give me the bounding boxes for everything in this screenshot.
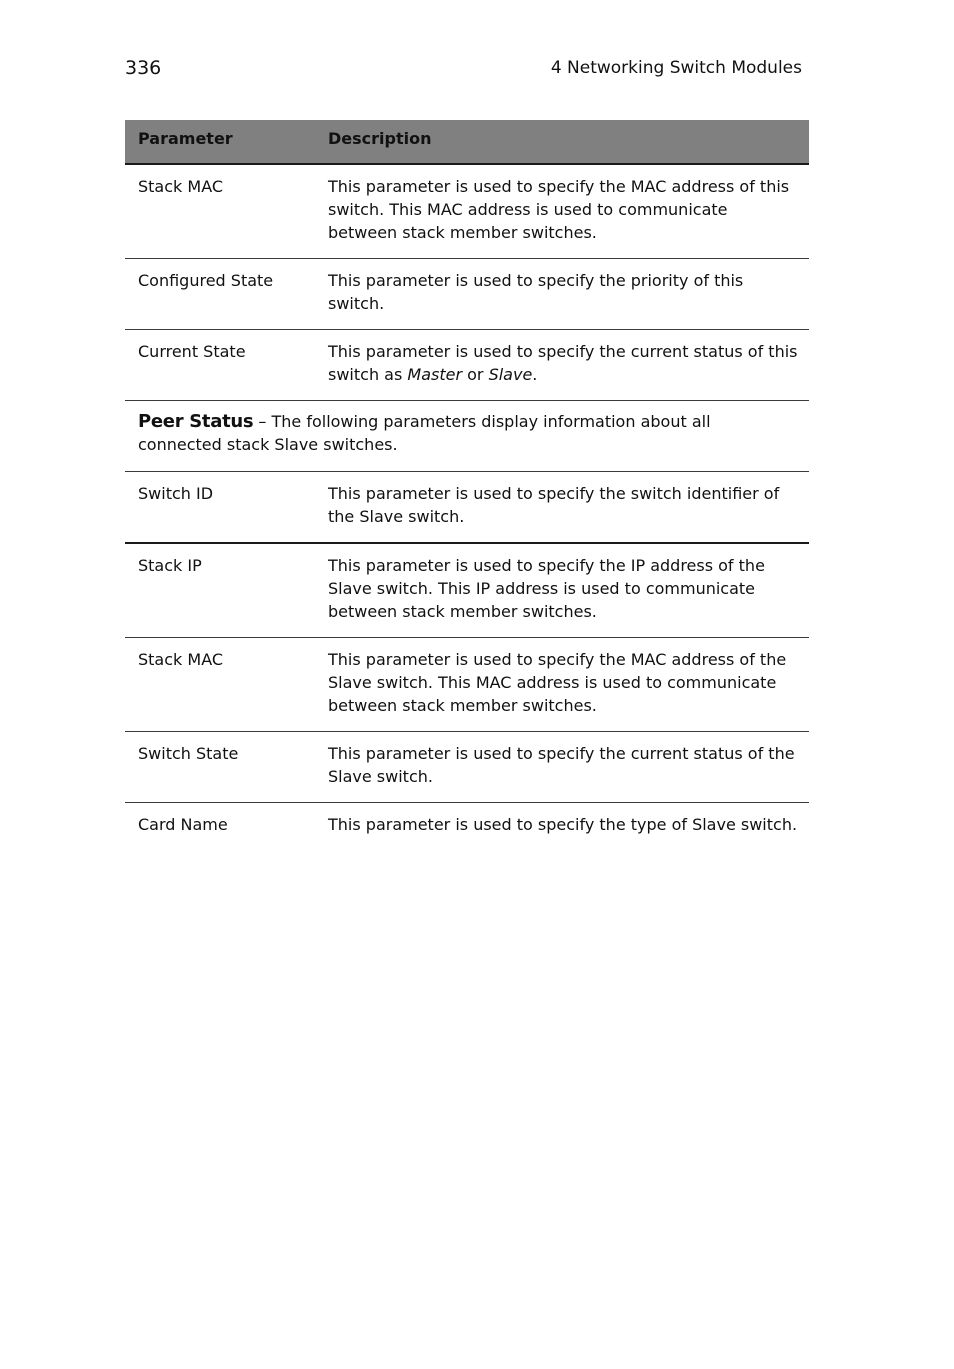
parameter-description: This parameter is used to specify the MAC address of the Slave switch. This MAC address is used to communicate between stack member switches. xyxy=(328,650,787,715)
parameter-name: Switch State xyxy=(138,744,239,763)
section-title: Peer Status xyxy=(138,411,254,432)
parameter-description: This parameter is used to specify the IP address of the Slave switch. This IP address is used to communicate between stack member switches. xyxy=(328,556,765,621)
parameter-name: Stack IP xyxy=(138,556,202,575)
parameter-table xyxy=(125,120,809,850)
section-heading-row xyxy=(125,401,809,472)
parameter-description: This parameter is used to specify the MAC address of this switch. This MAC address is used to communicate between stack member switches. xyxy=(328,177,790,242)
table-row xyxy=(125,165,809,259)
table-row xyxy=(125,732,809,803)
section-description: – The following parameters display information about all connected stack Slave switches. xyxy=(138,412,711,454)
parameter-description: This parameter is used to specify the switch identifier of the Slave switch. xyxy=(328,484,780,526)
parameter-name: Card Name xyxy=(138,815,228,834)
parameter-name: Current State xyxy=(138,342,246,361)
parameter-name: Switch ID xyxy=(138,484,214,503)
table-row xyxy=(125,259,809,330)
parameter-name: Stack MAC xyxy=(138,650,224,669)
table-row xyxy=(125,638,809,732)
table-header xyxy=(125,120,809,165)
parameter-name: Stack MAC xyxy=(138,177,224,196)
table-row xyxy=(125,544,809,638)
parameter-name: Configured State xyxy=(138,271,274,290)
parameter-description xyxy=(328,340,798,386)
table-row xyxy=(125,803,809,850)
table-row xyxy=(125,472,809,544)
description-text: This parameter is used to specify the current status of this switch as xyxy=(328,342,798,384)
parameter-description: This parameter is used to specify the type of Slave switch. xyxy=(328,815,798,834)
column-header-description: Description xyxy=(328,129,432,148)
page-number: 336 xyxy=(125,57,162,79)
table-row xyxy=(125,330,809,401)
description-text: . xyxy=(532,365,538,384)
master-term: Master xyxy=(407,365,463,384)
chapter-heading: 4 Networking Switch Modules xyxy=(550,58,802,78)
column-header-parameter: Parameter xyxy=(138,129,233,148)
parameter-description: This parameter is used to specify the current status of the Slave switch. xyxy=(328,744,795,786)
slave-term: Slave xyxy=(488,365,533,384)
parameter-description: This parameter is used to specify the priority of this switch. xyxy=(328,271,744,313)
description-text: or xyxy=(462,365,489,384)
